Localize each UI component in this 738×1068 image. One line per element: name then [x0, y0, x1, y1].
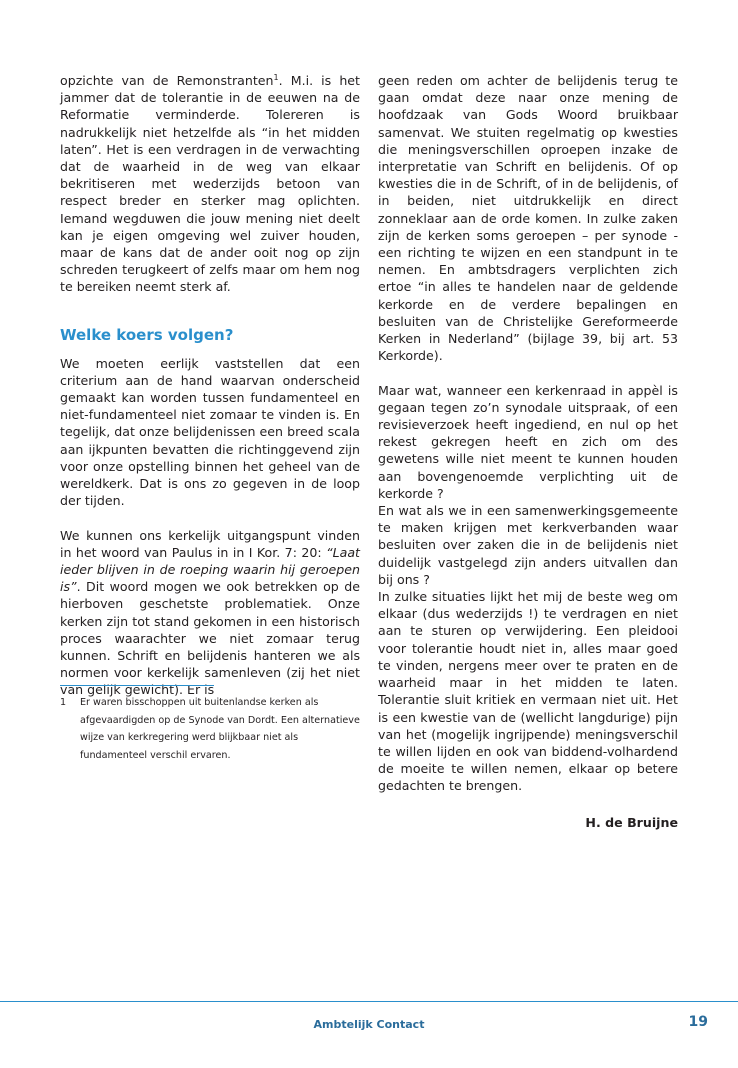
footnote-reference[interactable]: 1 — [273, 72, 279, 82]
footnote-number: 1 — [60, 697, 67, 708]
right-paragraph-3: En wat als we in een samenwerkingsgemeente te maken krijgen met kerkverbanden waar besluiten over zaken die in de belijdenis niet duidelijk vastgelegd zijn anders uitvallen dan bij ons ? — [378, 503, 678, 587]
section-heading: Welke koers volgen? — [60, 325, 234, 344]
page-number: 19 — [688, 1014, 708, 1030]
left-paragraph-1-rest: . M.i. is het jammer dat de tolerantie in de eeuwen na de Reformatie verminderde. Tolereren is nadrukkelijk niet hetzelfde als “in het midden laten”. Het is een verdragen in de verwachting dat de waarheid in de weg van elkaar bekritiseren met wederzijds betoon van respect breder en sterker mag oplichten. Iemand wegduwen die jouw mening niet deelt kan je eigen omgeving wel zuiver houden, maar de kans dat de ander ooit nog op zijn schreden terugkeert of zelfs maar om hem nog te bereiken neemt sterk af. — [60, 73, 360, 295]
left-paragraph-3-start: We kunnen ons kerkelijk uitgangspunt vinden in het woord van Paulus in in I Kor. 7: 20: — [60, 527, 360, 560]
left-paragraph-1-start: opzichte van de Remonstranten — [60, 73, 274, 88]
left-paragraph-3 — [60, 527, 360, 699]
left-paragraph-3-rest: . Dit woord mogen we ook betrekken op de hierboven geschetste problematiek. Onze kerken zijn tot stand gekomen in een historisch proces waarachter we niet zomaar terug kunnen. Schrift en belijdenis hanteren we als normen voor kerkelijk samenleven (zij het niet van gelijk gewicht). Er is — [60, 579, 360, 698]
footnote-divider — [60, 685, 214, 686]
footnote — [60, 694, 360, 764]
left-paragraph-1 — [60, 72, 360, 296]
publication-title: Ambtelijk Contact — [313, 1018, 425, 1031]
author-signature: H. de Bruijne — [585, 814, 678, 830]
right-paragraph-4: In zulke situaties lijkt het mij de beste weg om elkaar (dus wederzijds !) te verdragen en niet aan te sturen op verwijdering. Een pleidooi voor tolerantie houdt niet in, alles maar goed te vinden, nergens meer over te praten en de waarheid maar in het midden te laten. Tolerantie sluit kritiek en vermaan niet uit. Het is een kwestie van de (wellicht langdurige) pijn van het (mogelijk ingrijpende) meningsverschil te willen lijden en ook van biddend-volhardend de moeite te willen nemen, elkaar op betere gedachten te brengen. — [378, 589, 678, 794]
footer-divider — [0, 1001, 738, 1002]
right-paragraph-1: geen reden om achter de belijdenis terug te gaan omdat deze naar onze mening de hoofdzaak van Gods Woord bruikbaar samenvat. We stuiten regelmatig op kwesties die meningsverschillen oproepen inzake de interpretatie van Schrift en belijdenis. Of op kwesties die in de Schrift, of in de belijdenis, of in beiden, niet uitdrukkelijk en direct zonneklaar aan de orde komen. In zulke zaken zijn de kerken soms geroepen – per synode - een richting te wijzen en een standpunt in te nemen. En ambtsdragers verplichten zich ertoe “in alles te handelen naar de geldende kerkorde en de verdere bepalingen en besluiten van de Christelijke Gereformeerde Kerken in Nederland” (bijlage 39, bij art. 53 Kerkorde). — [378, 73, 678, 364]
footnote-text: Er waren bisschoppen uit buitenlandse kerken als afgevaardigden op de Synode van Dordt. Een alternatieve wijze van kerkregering werd blijkbaar niet als fundamenteel verschil ervaren. — [80, 697, 360, 761]
right-column — [378, 72, 678, 831]
left-paragraph-2: We moeten eerlijk vaststellen dat een criterium aan de hand waarvan onderscheid gemaakt kan worden tussen fundamenteel en niet-fundamenteel niet zomaar te vinden is. En tegelijk, dat onze belijdenissen een breed scala aan ijkpunten bevatten die richtinggevend zijn voor onze opstelling binnen het geheel van de wereldkerk. Dat is ons zo gegeven in de loop der tijden. — [60, 355, 360, 509]
right-paragraph-2: Maar wat, wanneer een kerkenraad in appèl is gegaan tegen zo’n synodale uitspraak, of een revisieverzoek heeft ingediend, en nul op het rekest gekregen heeft en zich om des gewetens wille niet meent te kunnen houden aan bovengenoemde verplichting uit de kerkorde ? — [378, 382, 678, 501]
bible-quote: “Laat ieder blijven in de roeping waarin hij geroepen is” — [60, 544, 360, 595]
left-column — [60, 72, 360, 699]
